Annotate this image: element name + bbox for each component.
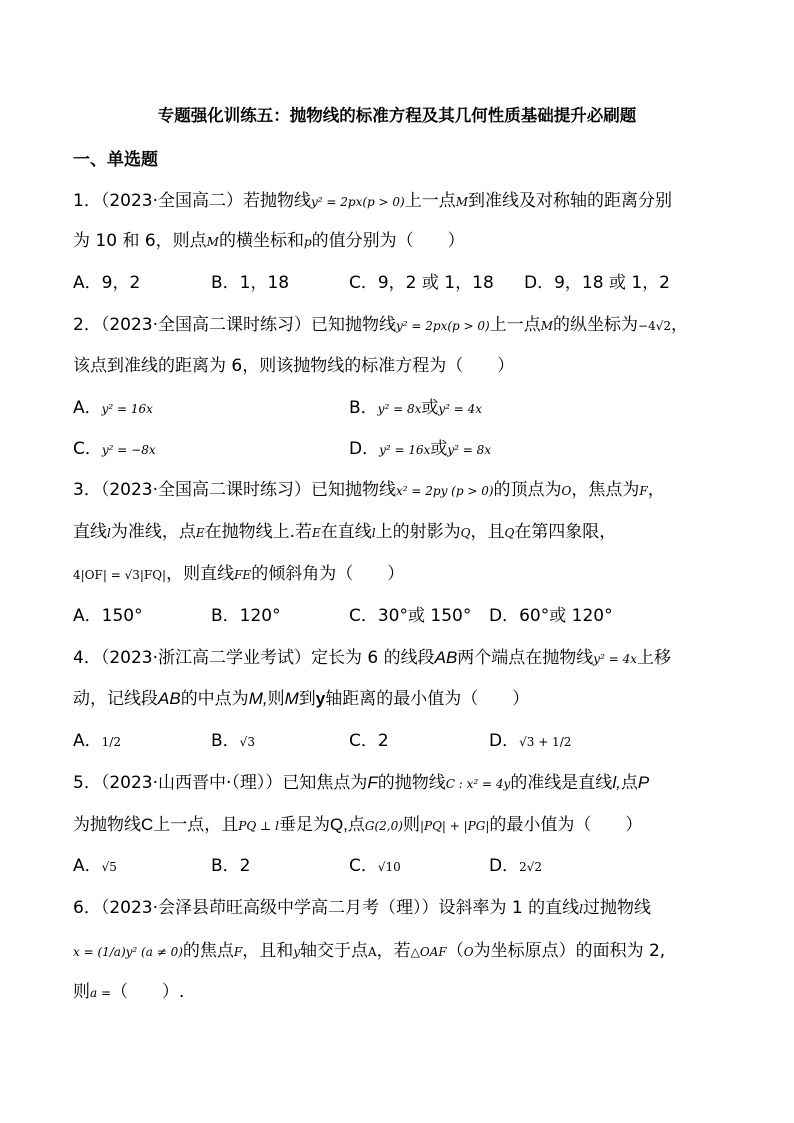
q6-point: A <box>368 945 377 959</box>
q3-text: 3．（2023·全国高二课时练习）已知抛物线 <box>73 480 396 500</box>
q5-text: 点 <box>347 815 365 835</box>
page-title: 专题强化训练五：抛物线的标准方程及其几何性质基础提升必刷题 <box>157 106 637 125</box>
q1-point: M <box>206 235 219 249</box>
q6-var: l <box>579 902 583 916</box>
q6-text: 则 <box>73 982 90 1002</box>
option-radical: √5 <box>101 860 117 874</box>
q4-text: 轴距离的最小值为（ ） <box>325 689 530 709</box>
option-label: C． <box>73 439 102 459</box>
q4-text: 动，记线段 <box>73 689 158 709</box>
option-label: C． <box>349 856 378 876</box>
q5-equation: PQ ⊥ l <box>238 819 279 833</box>
q4-option-a[interactable] <box>73 729 121 754</box>
q1-point: M <box>455 195 469 209</box>
q5-option-c[interactable] <box>349 854 401 879</box>
q5-text: 的最小值为（ ） <box>489 815 643 835</box>
q1-text: 上一点 <box>404 191 456 211</box>
q6-point: F <box>233 945 243 959</box>
q3-text: ，则直线 <box>166 564 235 584</box>
q5-text: 5．（2023·山西晋中·（理））已知焦点为 <box>73 773 368 793</box>
q4-option-c[interactable]: C．2 <box>349 731 389 751</box>
q3-text: 在抛物线上.若 <box>204 522 313 542</box>
option-text: 或 <box>421 398 439 418</box>
q2-option-a[interactable] <box>73 396 153 421</box>
question-5-line-1 <box>73 771 649 796</box>
q3-option-b[interactable]: B．120° <box>211 606 281 626</box>
q2-text: 的纵坐标为 <box>553 315 639 335</box>
q6-axis: y <box>293 945 300 959</box>
q6-triangle: △OAF <box>410 945 447 959</box>
q4-option-d[interactable] <box>489 729 571 754</box>
q2-text: 上一点 <box>489 315 541 335</box>
option-radical: √10 <box>377 860 401 874</box>
q5-text: 点 <box>620 773 638 793</box>
question-3-line-1 <box>73 478 665 503</box>
q5-text: 上一点，且 <box>153 815 239 835</box>
q5-option-b[interactable]: B．2 <box>211 856 251 876</box>
q4-text: 则 <box>267 689 285 709</box>
q5-text: 则 <box>402 815 420 835</box>
option-radical: √3 <box>239 735 255 749</box>
q5-option-d[interactable] <box>489 854 542 879</box>
q5-option-a[interactable] <box>73 854 117 879</box>
q6-equation: a = <box>90 986 112 1000</box>
q3-text: ，且 <box>470 522 505 542</box>
q3-text: ， <box>647 480 665 500</box>
q2-value: −4√2 <box>638 319 671 333</box>
question-4-line-1 <box>73 646 671 671</box>
q4-segment: AB <box>434 648 458 667</box>
question-2-line-1 <box>73 313 688 338</box>
q2-option-c[interactable] <box>73 437 156 462</box>
q3-text: 为准线，点 <box>110 522 196 542</box>
q2-option-b[interactable] <box>349 396 482 421</box>
q5-text: 为抛物线 <box>73 815 141 835</box>
q4-equation: y² = 4x <box>593 652 637 666</box>
q2-text: ， <box>671 315 688 335</box>
question-6-line-1 <box>73 896 651 921</box>
q5-point: F <box>367 773 378 792</box>
option-equation: y² = 8x <box>447 443 492 457</box>
option-radical: 2√2 <box>519 860 543 874</box>
q1-text: 1．（2023·全国高二）若抛物线 <box>73 191 311 211</box>
q1-text: 到准线及对称轴的距离分别 <box>468 191 673 211</box>
q2-equation: y² = 2px(p > 0) <box>395 319 490 333</box>
q3-text: 的倾斜角为（ ） <box>251 564 405 584</box>
q1-text: 的横坐标和 <box>218 231 304 251</box>
q3-var: l <box>371 526 376 540</box>
q3-point: E <box>312 526 321 540</box>
q6-text: ，若 <box>376 941 411 961</box>
q4-text: 的中点为 <box>180 689 249 709</box>
option-text: 或 <box>430 439 448 459</box>
question-6-line-3 <box>73 980 184 1005</box>
q2-point: M <box>540 319 554 333</box>
question-2-line-2: 该点到准线的距离为 6，则该抛物线的标准方程为（ ） <box>73 356 515 376</box>
q3-text: ，焦点为 <box>571 480 640 500</box>
option-equation: y² = −8x <box>101 443 156 457</box>
q3-point: Q <box>504 526 515 540</box>
question-3-line-3 <box>73 562 404 587</box>
q4-text: 上移 <box>636 648 671 668</box>
question-4-line-2 <box>73 687 529 711</box>
q5-var: l, <box>612 773 621 792</box>
q3-text: 上的射影为 <box>375 522 461 542</box>
q5-expression: |PQ| + |PG| <box>419 819 490 833</box>
q4-text: 到 <box>298 689 316 709</box>
q3-option-c[interactable]: C．30°或 150° <box>349 606 472 626</box>
question-1-line-2 <box>73 229 465 254</box>
q3-segment: FE <box>234 568 252 582</box>
q3-option-a[interactable]: A．150° <box>73 606 143 626</box>
q6-equation: x = (1/a)y² (a ≠ 0) <box>73 945 183 959</box>
q5-curve: C <box>141 815 154 834</box>
option-label: A． <box>73 731 102 751</box>
question-3-line-2 <box>73 520 616 545</box>
q6-text: ，且和 <box>242 941 294 961</box>
q5-text: 的准线是直线 <box>510 773 613 793</box>
q6-text: 6．（2023·会泽县茚旺高级中学高二月考（理））设斜率为 1 的直线 <box>73 898 580 918</box>
section-heading: 一、单选题 <box>73 150 158 170</box>
option-equation: y² = 16x <box>379 443 431 457</box>
q6-point: O <box>463 945 474 959</box>
q4-point: M, <box>248 689 268 708</box>
q3-text: 的顶点为 <box>493 480 562 500</box>
q6-text: 轴交于点 <box>300 941 368 961</box>
q4-axis: y <box>315 689 326 708</box>
option-equation: y² = 8x <box>377 402 422 416</box>
q1-option-a[interactable]: A．9，2 <box>73 273 141 293</box>
q1-text: 为 10 和 6，则点 <box>73 231 207 251</box>
q3-point: F <box>639 484 648 498</box>
question-1-line-1 <box>73 189 672 214</box>
q5-text: 垂足为 <box>278 815 330 835</box>
q5-point-coords: G(2,0) <box>364 819 403 833</box>
q1-option-d[interactable]: D．9，18 或 1，2 <box>524 273 670 293</box>
option-label: B． <box>211 731 240 751</box>
question-5-line-2 <box>73 813 642 838</box>
q4-segment: AB <box>158 689 181 708</box>
q6-text: 为坐标原点）的面积为 2, <box>473 941 666 961</box>
q6-text: 的焦点 <box>182 941 234 961</box>
q6-text: （ <box>446 941 464 961</box>
q2-option-d[interactable] <box>349 437 491 462</box>
option-label: D． <box>489 731 520 751</box>
q6-text: （ ）. <box>111 982 185 1002</box>
q3-text: 直线 <box>73 522 107 542</box>
q5-text: 的抛物线 <box>377 773 446 793</box>
q5-point: Q, <box>329 815 348 834</box>
q3-text: 在第四象限， <box>514 522 617 542</box>
option-expression: √3 + 1/2 <box>519 735 572 749</box>
option-equation: y² = 16x <box>101 402 153 416</box>
q4-point: M <box>284 689 299 708</box>
q1-equation: y² = 2px(p > 0) <box>310 195 405 209</box>
q4-text: 4．（2023·浙江高二学业考试）定长为 6 的线段 <box>73 648 435 668</box>
option-label: A． <box>73 398 102 418</box>
option-label: A． <box>73 856 102 876</box>
q3-var: l <box>107 526 111 540</box>
q1-option-c[interactable]: C．9，2 或 1，18 <box>349 273 494 293</box>
q4-text: 两个端点在抛物线 <box>457 648 594 668</box>
q2-text: 2．（2023·全国高二课时练习）已知抛物线 <box>73 315 396 335</box>
q3-point: Q <box>460 526 471 540</box>
q5-equation: C : x² = 4y <box>445 777 511 791</box>
q1-option-b[interactable]: B．1，18 <box>211 273 290 293</box>
q1-var: p <box>303 235 312 249</box>
q4-option-b[interactable] <box>211 729 255 754</box>
q3-equation: 4|OF| = √3|FQ| <box>73 568 167 582</box>
q3-option-d[interactable]: D．60°或 120° <box>489 606 613 626</box>
option-label: D． <box>489 856 520 876</box>
option-equation: y² = 4x <box>438 402 483 416</box>
option-fraction: 1/2 <box>101 735 121 749</box>
q6-text: 过抛物线 <box>582 898 651 918</box>
option-label: B． <box>349 398 378 418</box>
q3-point: E <box>195 526 205 540</box>
q3-equation: x² = 2py (p > 0) <box>395 484 494 498</box>
q1-text: 的值分别为（ ） <box>311 231 465 251</box>
option-label: D． <box>349 439 380 459</box>
q3-point: O <box>561 484 572 498</box>
question-6-line-2 <box>73 939 665 964</box>
q5-point: P <box>637 773 650 792</box>
q3-text: 在直线 <box>320 522 372 542</box>
